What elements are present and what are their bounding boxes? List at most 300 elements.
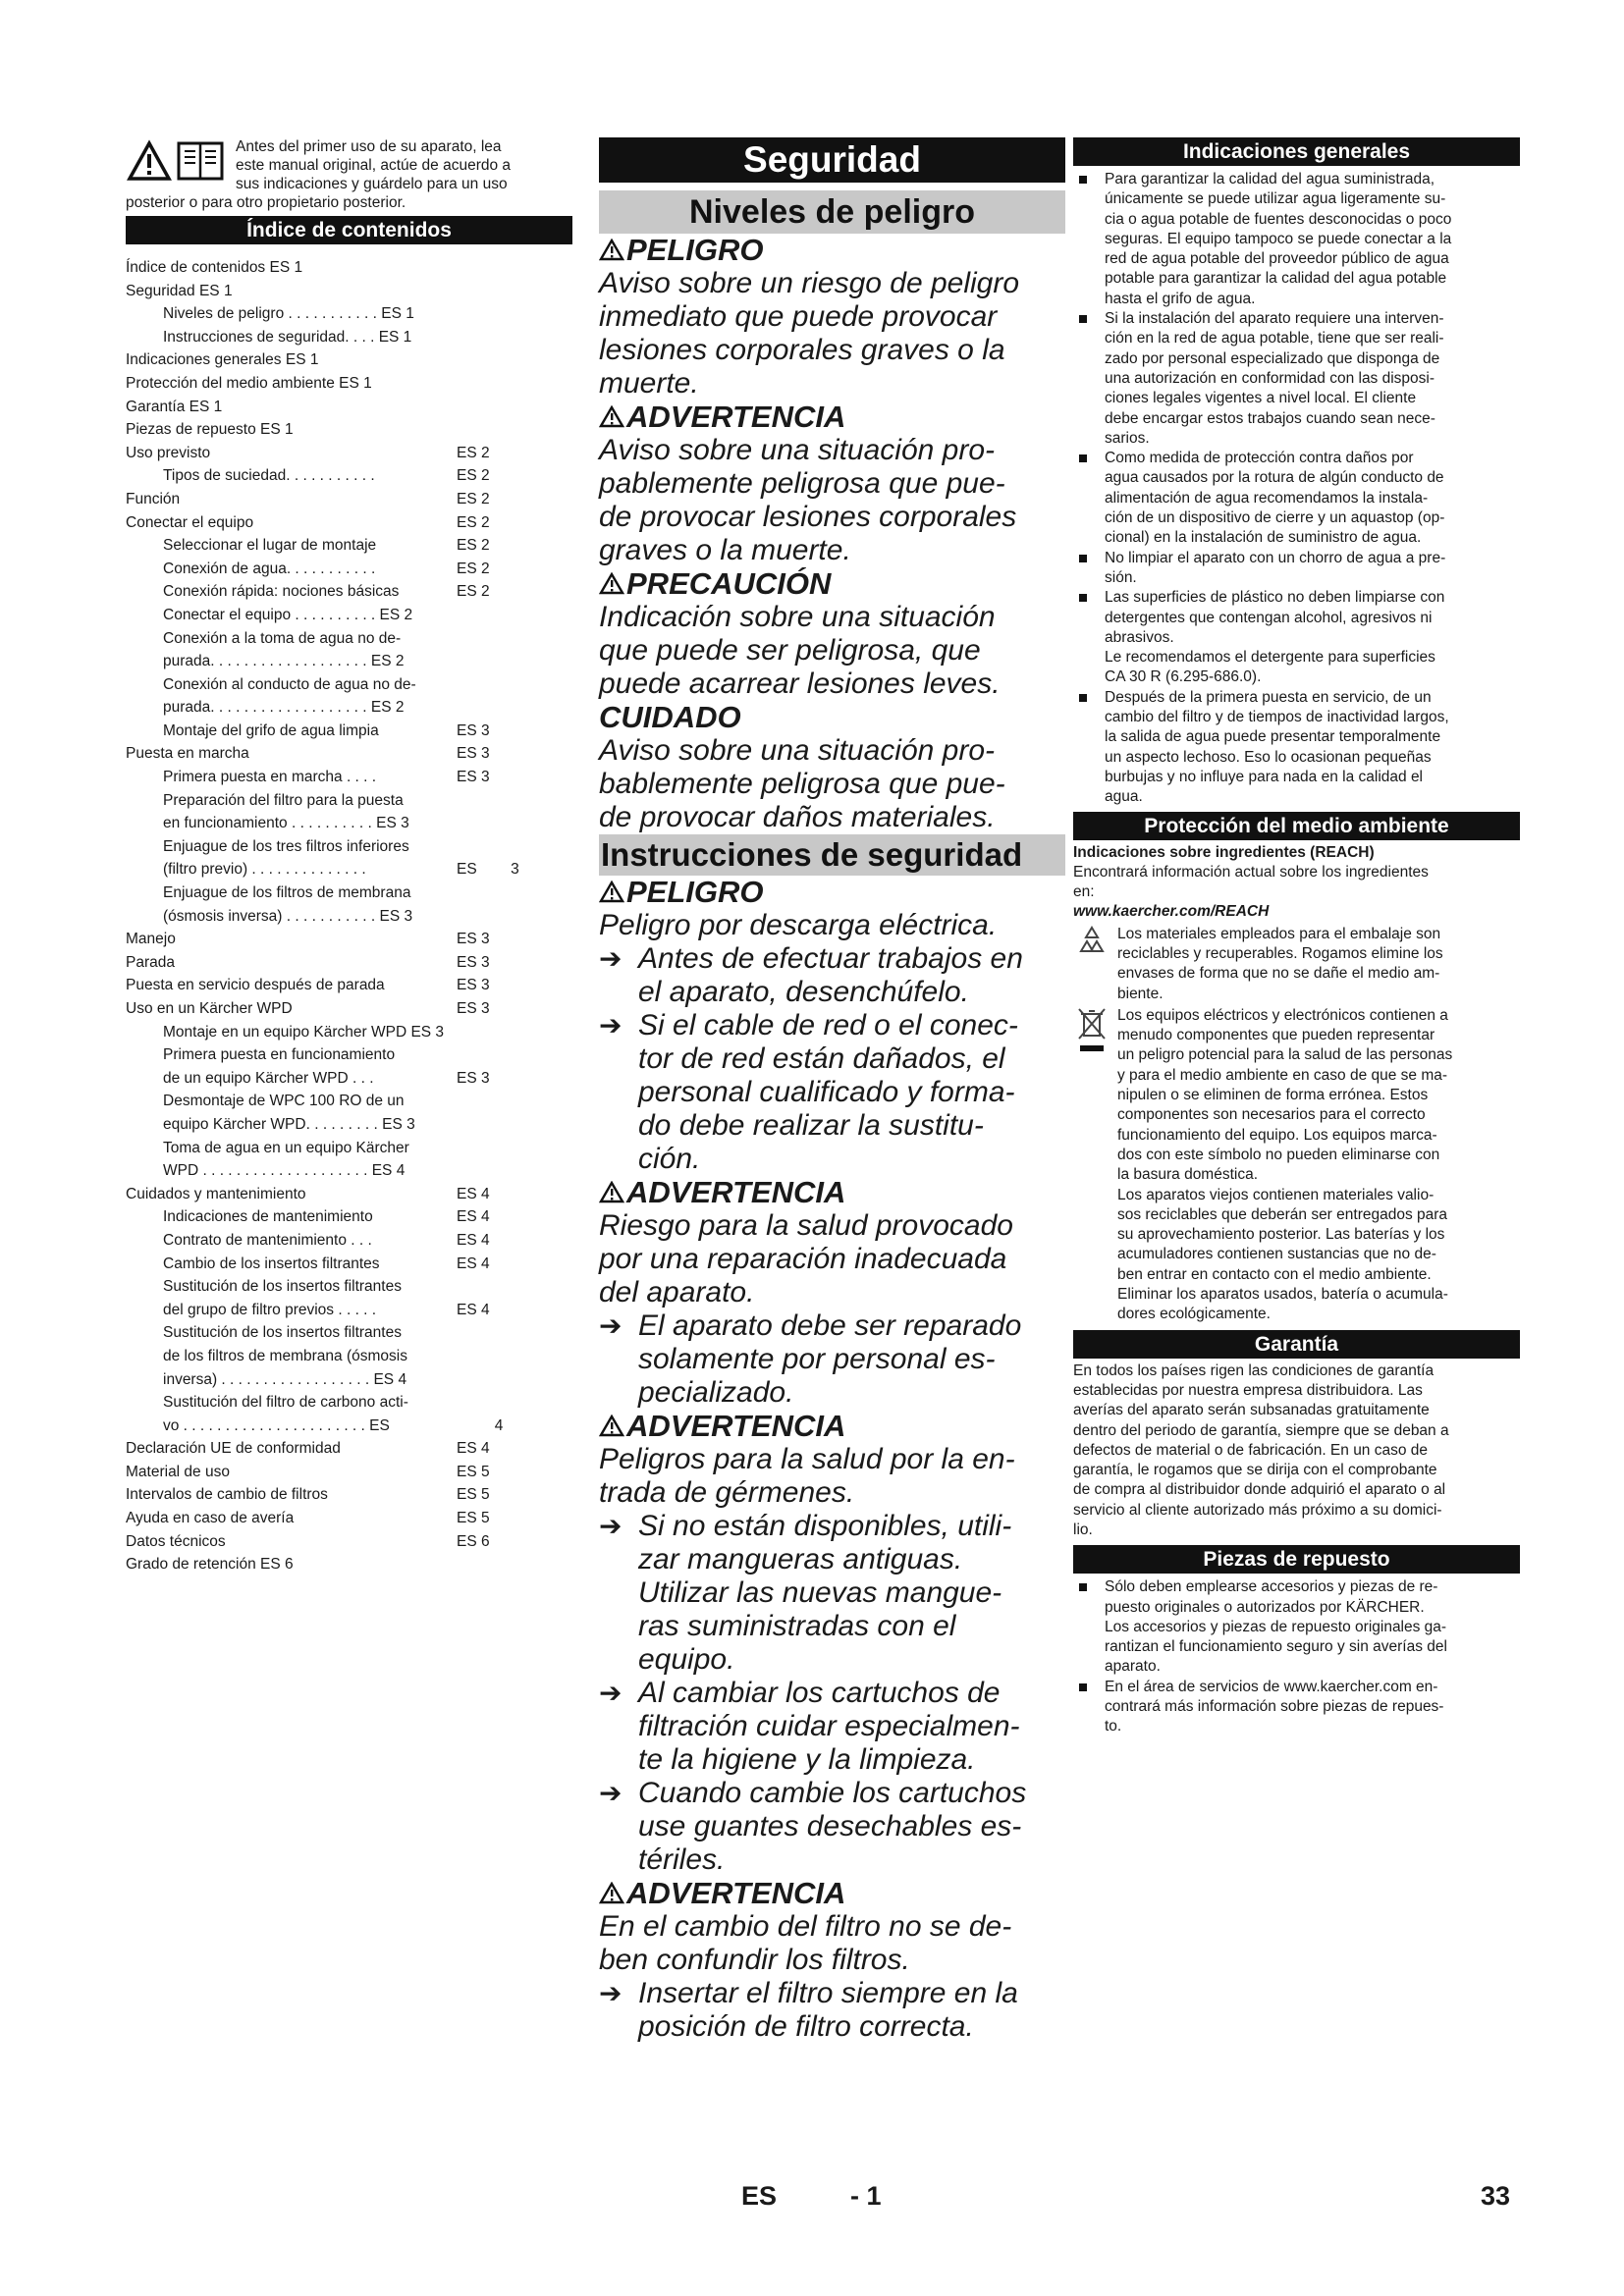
warranty-line: servicio al cliente autorizado más próximo a su domici- bbox=[1073, 1501, 1442, 1519]
left-column bbox=[126, 137, 572, 1576]
arrow-right-icon: ➔ bbox=[599, 1678, 623, 1708]
safety-warning-text: del aparato. bbox=[599, 1276, 755, 1308]
toc-entry-title: Enjuague de los filtros de membrana bbox=[163, 884, 411, 902]
safety-step-line: Antes de efectuar trabajos en bbox=[638, 942, 1023, 975]
safety-step-line: tor de red están dañados, el bbox=[638, 1042, 1005, 1075]
danger-level-text: puede acarrear lesiones leves. bbox=[599, 667, 1001, 700]
toc-entry-page: ES 2 bbox=[457, 490, 490, 507]
toc-entry-title: Manejo bbox=[126, 931, 176, 948]
safety-step-line: tériles. bbox=[638, 1843, 726, 1876]
safety-step-line: personal cualificado y forma- bbox=[638, 1076, 1015, 1108]
danger-level-text: lesiones corporales graves o la bbox=[599, 334, 1005, 366]
safety-step-line: el aparato, desenchúfelo. bbox=[638, 976, 969, 1008]
footer-section-page: - 1 bbox=[850, 2181, 882, 2211]
toc-entry-page: ES 3 bbox=[457, 861, 519, 879]
toc-entry-title: WPD . . . . . . . . . . . . . . . . . . . . ES 4 bbox=[163, 1162, 406, 1180]
safety-step-line: ción. bbox=[638, 1143, 701, 1175]
toc-entry-title: Conexión a la toma de agua no de- bbox=[163, 629, 402, 647]
weee-line: Eliminar los aparatos usados, batería o acumula- bbox=[1117, 1286, 1448, 1304]
safety-step-line: do debe realizar la sustitu- bbox=[638, 1109, 984, 1142]
warning-triangle-icon bbox=[599, 1415, 624, 1437]
section-heading-seguridad: Seguridad bbox=[599, 137, 1065, 183]
danger-level-text: bablemente peligrosa que pue- bbox=[599, 768, 1005, 800]
toc-entry bbox=[126, 511, 572, 535]
danger-level-text: de provocar daños materiales. bbox=[599, 801, 996, 833]
warranty-line: dentro del periodo de garantía, siempre que se deban a bbox=[1073, 1421, 1449, 1439]
general-note-line: agua causados por la rotura de algún conducto de bbox=[1105, 469, 1444, 487]
warranty-line: de compra al distribuidor donde adquirió el aparato o al bbox=[1073, 1481, 1446, 1499]
toc-entry bbox=[126, 1205, 572, 1229]
toc-entry-title: Uso previsto bbox=[126, 444, 211, 461]
safety-step bbox=[599, 1977, 1065, 2044]
general-note-line: red de agua potable del proveedor público de agua bbox=[1105, 250, 1449, 268]
general-note bbox=[1073, 170, 1520, 309]
toc-entry-page: ES 3 bbox=[457, 977, 490, 994]
warning-triangle-icon bbox=[599, 1181, 624, 1203]
safety-warning-text: Peligros para la salud por la en- bbox=[599, 1443, 1015, 1475]
toc-entry bbox=[126, 534, 572, 558]
intro-note bbox=[126, 137, 572, 212]
danger-level-text: pablemente peligrosa que pue- bbox=[599, 467, 1005, 500]
safety-step-line: Insertar el filtro siempre en la bbox=[638, 1977, 1018, 2009]
general-note-line: sarios. bbox=[1105, 429, 1150, 447]
reach-url: www.kaercher.com/REACH bbox=[1073, 903, 1270, 921]
general-note-line: una autorización en conformidad con las disposi- bbox=[1105, 369, 1435, 387]
weee-line: nipulen o se eliminen de forma errónea. Estos bbox=[1117, 1087, 1429, 1104]
general-note-line: No limpiar el aparato con un chorro de agua a pre- bbox=[1105, 549, 1446, 566]
toc-entry-title: Niveles de peligro . . . . . . . . . . . ES 1 bbox=[163, 305, 414, 323]
toc-entry-title: Conectar el equipo bbox=[126, 513, 254, 531]
toc-entry-title: Sustitución de los insertos filtrantes bbox=[163, 1324, 402, 1342]
safety-step-line: Utilizar las nuevas mangue- bbox=[638, 1576, 1002, 1609]
general-note-line: Las superficies de plástico no deben limpiarse con bbox=[1105, 589, 1445, 607]
toc-entry-title: Cuidados y mantenimiento bbox=[126, 1185, 306, 1202]
warranty-line: garantía, le rogamos que se dirija con el comprobante bbox=[1073, 1462, 1437, 1479]
toc-entry-page: ES 4 bbox=[457, 1231, 490, 1249]
toc-entry-page: ES 5 bbox=[457, 1463, 490, 1480]
arrow-right-icon: ➔ bbox=[599, 1978, 623, 2008]
danger-levels bbox=[599, 234, 1065, 834]
general-note-line: Después de la primera puesta en servicio, de un bbox=[1105, 688, 1432, 706]
general-note-line: abrasivos. bbox=[1105, 628, 1174, 646]
safety-step bbox=[599, 1009, 1065, 1176]
toc-entry bbox=[126, 812, 572, 835]
toc-entry bbox=[126, 1553, 572, 1576]
toc-entry-title: Uso en un Kärcher WPD bbox=[126, 1000, 293, 1017]
toc-entry-title: Tipos de suciedad. . . . . . . . . . . bbox=[163, 467, 375, 485]
toc-entry-page: ES 2 bbox=[457, 560, 490, 577]
general-note-line: Si la instalación del aparato requiere una interven- bbox=[1105, 310, 1444, 328]
toc-entry bbox=[126, 604, 572, 627]
weee-line: dores ecológicamente. bbox=[1117, 1306, 1271, 1323]
toc-entry-title: Primera puesta en funcionamiento bbox=[163, 1046, 396, 1064]
danger-level-text: inmediato que puede provocar bbox=[599, 300, 998, 333]
toc-entry-page: ES 2 bbox=[457, 513, 490, 531]
danger-level-name: CUIDADO bbox=[599, 700, 741, 734]
spare-parts-note bbox=[1073, 1577, 1520, 1677]
general-note-line: cia o agua potable de fuentes desconocidas o poco bbox=[1105, 210, 1452, 228]
toc-entry-page: ES 5 bbox=[457, 1510, 490, 1527]
danger-level-name: ADVERTENCIA bbox=[626, 400, 846, 434]
toc-entry-title: Toma de agua en un equipo Kärcher bbox=[163, 1139, 409, 1156]
danger-level-title bbox=[599, 701, 1065, 734]
safety-warning-title bbox=[599, 1877, 1065, 1910]
toc-entry-title: Conexión al conducto de agua no de- bbox=[163, 675, 416, 693]
general-note-line: seguras. El equipo tampoco se puede conectar a la bbox=[1105, 230, 1452, 247]
toc-entry-title: Desmontaje de WPC 100 RO de un bbox=[163, 1093, 405, 1110]
toc-entry-title: Parada bbox=[126, 953, 175, 971]
toc-entry bbox=[126, 881, 572, 905]
toc-entry bbox=[126, 372, 572, 396]
toc-entry-title: Garantía ES 1 bbox=[126, 398, 223, 415]
warning-triangle-icon bbox=[599, 1882, 624, 1904]
general-note-line: cambio del filtro y de tiempos de inactividad largos, bbox=[1105, 709, 1449, 726]
toc-entry bbox=[126, 302, 572, 326]
safety-warning-text: trada de gérmenes. bbox=[599, 1476, 855, 1509]
toc-entry-page: ES 4 bbox=[457, 1440, 490, 1458]
warning-triangle-icon bbox=[599, 405, 624, 428]
toc-entry bbox=[126, 997, 572, 1021]
toc-entry bbox=[126, 580, 572, 604]
weee-line: ben entrar en contacto con el medio ambiente. bbox=[1117, 1265, 1432, 1283]
toc-entry-title: (ósmosis inversa) . . . . . . . . . . . ES 3 bbox=[163, 907, 413, 925]
warning-triangle-icon bbox=[599, 881, 624, 903]
toc-entry bbox=[126, 673, 572, 697]
safety-step-line: te la higiene y la limpieza. bbox=[638, 1743, 976, 1776]
toc-entry-title: en funcionamiento . . . . . . . . . . ES 3 bbox=[163, 815, 409, 832]
toc-entry-page: ES 4 bbox=[457, 1208, 490, 1226]
danger-level bbox=[599, 400, 1065, 567]
safety-warning-text: por una reparación inadecuada bbox=[599, 1243, 1007, 1275]
intro-line: posterior o para otro propietario posterior. bbox=[126, 194, 406, 211]
toc-entry-title: Montaje del grifo de agua limpia bbox=[163, 721, 379, 739]
footer-language: ES bbox=[741, 2181, 778, 2211]
spare-parts-note-line: puesto originales o autorizados por KÄRCHER. bbox=[1105, 1598, 1425, 1616]
toc-entry-title: Enjuague de los tres filtros inferiores bbox=[163, 837, 409, 855]
safety-step-line: filtración cuidar especialmen- bbox=[638, 1710, 1020, 1742]
toc-entry bbox=[126, 256, 572, 280]
weee-line: acumuladores contienen sustancias que no de- bbox=[1117, 1246, 1436, 1263]
toc-entry-title: (filtro previo) . . . . . . . . . . . . . . bbox=[163, 861, 366, 879]
safety-step bbox=[599, 1777, 1065, 1877]
toc-entry-title: Seguridad ES 1 bbox=[126, 282, 233, 299]
weee-line: menudo componentes que pueden representar bbox=[1117, 1027, 1435, 1044]
toc-entry bbox=[126, 1391, 572, 1415]
section-heading-generales: Indicaciones generales bbox=[1073, 137, 1520, 166]
reach-text bbox=[1073, 863, 1520, 903]
general-note bbox=[1073, 549, 1520, 589]
toc-entry-title: Cambio de los insertos filtrantes bbox=[163, 1255, 380, 1272]
spare-parts-note-line: aparato. bbox=[1105, 1658, 1161, 1676]
toc-entry bbox=[126, 650, 572, 673]
toc-entry-page: ES 3 bbox=[457, 1069, 490, 1087]
toc-entry-title: Contrato de mantenimiento . . . bbox=[163, 1231, 372, 1249]
toc-entry bbox=[126, 418, 572, 442]
weee-line: funcionamiento del equipo. Los equipos marca- bbox=[1117, 1126, 1437, 1144]
toc-entry bbox=[126, 835, 572, 859]
toc-entry bbox=[126, 1113, 572, 1137]
danger-level-name: PRECAUCIÓN bbox=[626, 566, 832, 601]
toc-entry bbox=[126, 1437, 572, 1461]
toc-entry-title: Primera puesta en marcha . . . . bbox=[163, 769, 377, 786]
toc-entry bbox=[126, 766, 572, 789]
general-note-line: ción en la red de agua potable, tiene que ser reali- bbox=[1105, 330, 1444, 347]
toc-entry bbox=[126, 951, 572, 975]
toc-entry bbox=[126, 488, 572, 511]
warranty-line: En todos los países rigen las condiciones de garantía bbox=[1073, 1362, 1435, 1379]
weee-line: Los aparatos viejos contienen materiales valio- bbox=[1117, 1186, 1435, 1203]
toc-entry bbox=[126, 1461, 572, 1484]
toc-entry-page: ES 2 bbox=[457, 467, 490, 485]
safety-step-line: pecializado. bbox=[638, 1376, 794, 1409]
section-heading-repuesto: Piezas de repuesto bbox=[1073, 1545, 1520, 1574]
toc-entry-title: Indicaciones de mantenimiento bbox=[163, 1208, 373, 1226]
toc-entry-title: Función bbox=[126, 490, 181, 507]
arrow-right-icon: ➔ bbox=[599, 943, 623, 974]
safety-step-line: El aparato debe ser reparado bbox=[638, 1309, 1022, 1342]
general-note-line: Le recomendamos el detergente para superficies bbox=[1105, 649, 1435, 667]
section-heading-medio-ambiente: Protección del medio ambiente bbox=[1073, 812, 1520, 840]
toc-entry bbox=[126, 280, 572, 303]
toc-entry bbox=[126, 789, 572, 813]
crossed-bin-icon bbox=[1076, 1006, 1108, 1065]
danger-level-title bbox=[599, 234, 1065, 267]
danger-level-text: de provocar lesiones corporales bbox=[599, 501, 1017, 533]
toc-entry bbox=[126, 974, 572, 997]
safety-step-line: use guantes desechables es- bbox=[638, 1810, 1022, 1842]
general-note-line: la salida de agua puede presentar temporalmente bbox=[1105, 728, 1441, 746]
danger-level-text: Aviso sobre una situación pro- bbox=[599, 734, 996, 767]
middle-column bbox=[599, 137, 1065, 2044]
safety-warning-name: ADVERTENCIA bbox=[626, 1409, 846, 1443]
toc-entry-title: equipo Kärcher WPD. . . . . . . . . ES 3 bbox=[163, 1115, 415, 1133]
safety-step-line: Si no están disponibles, utili- bbox=[638, 1510, 1012, 1542]
toc-entry bbox=[126, 326, 572, 349]
toc-entry-page: ES 3 bbox=[457, 769, 490, 786]
toc-entry-title: Sustitución de los insertos filtrantes bbox=[163, 1278, 402, 1296]
weee-line: y para el medio ambiente en caso de que se ma- bbox=[1117, 1066, 1448, 1084]
safety-step-line: Si el cable de red o el conec- bbox=[638, 1009, 1018, 1041]
general-note-line: agua. bbox=[1105, 788, 1143, 806]
toc-entry-page: ES 3 bbox=[457, 953, 490, 971]
toc-entry bbox=[126, 1415, 572, 1438]
general-notes bbox=[1073, 170, 1520, 808]
toc-entry bbox=[126, 1321, 572, 1345]
toc-entry bbox=[126, 1229, 572, 1253]
arrow-right-icon: ➔ bbox=[599, 1010, 623, 1041]
warning-triangle-icon bbox=[599, 572, 624, 595]
safety-warning bbox=[599, 876, 1065, 1176]
toc-entry-title: Seleccionar el lugar de montaje bbox=[163, 537, 377, 555]
toc-entry-title: Datos técnicos bbox=[126, 1532, 226, 1550]
toc-entry bbox=[126, 928, 572, 951]
safety-instructions bbox=[599, 876, 1065, 2044]
safety-step-line: Al cambiar los cartuchos de bbox=[638, 1677, 1001, 1709]
subsection-heading-niveles: Niveles de peligro bbox=[599, 190, 1065, 234]
toc-entry-title: Material de uso bbox=[126, 1463, 230, 1480]
general-note-line: un aspecto lechoso. Eso lo ocasionan pequeñas bbox=[1105, 748, 1432, 766]
toc-entry-title: purada. . . . . . . . . . . . . . . . . . . ES 2 bbox=[163, 699, 405, 717]
general-note-line: detergentes que contengan alcohol, agresivos ni bbox=[1105, 609, 1433, 626]
recycling-line: Los materiales empleados para el embalaje son bbox=[1117, 925, 1441, 942]
reach-line: Encontrará información actual sobre los ingredientes bbox=[1073, 863, 1429, 881]
danger-level bbox=[599, 234, 1065, 400]
toc-entry-page: 4 bbox=[457, 1416, 504, 1434]
toc-entry bbox=[126, 1507, 572, 1530]
warning-manual-icon bbox=[126, 137, 229, 182]
toc-entry-title: purada. . . . . . . . . . . . . . . . . . . ES 2 bbox=[163, 653, 405, 670]
footer-page-number: 33 bbox=[1481, 2181, 1511, 2211]
safety-step-line: ras suministradas con el bbox=[638, 1610, 956, 1642]
danger-level bbox=[599, 701, 1065, 834]
general-note-line: burbujas y no influye para nada en la calidad el bbox=[1105, 768, 1424, 785]
spare-parts-note-line: contrará más información sobre piezas de repues- bbox=[1105, 1698, 1444, 1716]
toc-entry-page: ES 2 bbox=[457, 444, 490, 461]
general-note-line: hasta el grifo de agua. bbox=[1105, 290, 1256, 307]
safety-step bbox=[599, 1677, 1065, 1777]
subsection-heading-instrucciones: Instrucciones de seguridad bbox=[599, 834, 1065, 876]
toc-entry-page: ES 2 bbox=[457, 537, 490, 555]
general-note-line: Como medida de protección contra daños por bbox=[1105, 450, 1414, 467]
safety-warning bbox=[599, 1176, 1065, 1410]
weee-line: dos con este símbolo no pueden eliminarse con bbox=[1117, 1146, 1440, 1163]
toc-entry-page: ES 3 bbox=[457, 931, 490, 948]
toc-entry bbox=[126, 1183, 572, 1206]
warranty-line: averías del aparato serán subsanadas gratuitamente bbox=[1073, 1402, 1430, 1419]
safety-warning-text: Peligro por descarga eléctrica. bbox=[599, 909, 998, 941]
spare-parts-notes bbox=[1073, 1577, 1520, 1736]
spare-parts-note bbox=[1073, 1678, 1520, 1737]
arrow-right-icon: ➔ bbox=[599, 1310, 623, 1341]
toc-entry-title: Declaración UE de conformidad bbox=[126, 1440, 341, 1458]
right-column bbox=[1073, 137, 1520, 1737]
safety-step-line: posición de filtro correcta. bbox=[638, 2010, 974, 2043]
general-note-line: sión. bbox=[1105, 568, 1137, 586]
toc-entry bbox=[126, 464, 572, 488]
safety-warning-name: ADVERTENCIA bbox=[626, 1876, 846, 1910]
toc-entry bbox=[126, 1345, 572, 1368]
toc-entry-title: Instrucciones de seguridad. . . . ES 1 bbox=[163, 328, 412, 346]
recycling-line: reciclables y recuperables. Rogamos elimine los bbox=[1117, 944, 1443, 962]
toc-entry bbox=[126, 396, 572, 419]
safety-warning-text: Riesgo para la salud provocado bbox=[599, 1209, 1013, 1242]
general-note-line: ciones legales vigentes a nivel local. El cliente bbox=[1105, 390, 1417, 407]
toc-entry-title: del grupo de filtro previos . . . . . bbox=[163, 1301, 377, 1318]
toc-entry-title: Sustitución del filtro de carbono acti- bbox=[163, 1394, 408, 1412]
safety-warning-text: En el cambio del filtro no se de- bbox=[599, 1910, 1012, 1943]
toc-entry bbox=[126, 696, 572, 720]
safety-warning-name: PELIGRO bbox=[626, 875, 764, 909]
toc-entry-title: Conexión de agua. . . . . . . . . . . bbox=[163, 560, 376, 577]
section-heading-garantia: Garantía bbox=[1073, 1330, 1520, 1359]
toc-entry bbox=[126, 1021, 572, 1044]
general-note-line: cional) en la instalación de suministro de agua. bbox=[1105, 529, 1422, 547]
intro-line: este manual original, actúe de acuerdo a bbox=[236, 157, 512, 174]
recycling-note bbox=[1073, 925, 1520, 1004]
danger-level-text: Aviso sobre un riesgo de peligro bbox=[599, 267, 1020, 299]
toc-entry-title: Intervalos de cambio de filtros bbox=[126, 1486, 328, 1504]
toc-entry-title: Piezas de repuesto ES 1 bbox=[126, 421, 294, 439]
toc-entry bbox=[126, 858, 572, 881]
weee-line: su aprovechamiento posterior. Las baterías y los bbox=[1117, 1226, 1445, 1244]
spare-parts-note-line: Los accesorios y piezas de repuesto originales ga- bbox=[1105, 1618, 1447, 1635]
danger-level-text: Indicación sobre una situación bbox=[599, 601, 996, 633]
safety-warning-name: ADVERTENCIA bbox=[626, 1175, 846, 1209]
spare-parts-note-line: En el área de servicios de www.kaercher.com en- bbox=[1105, 1678, 1438, 1695]
safety-step bbox=[599, 942, 1065, 1009]
toc-entry-title: Grado de retención ES 6 bbox=[126, 1556, 294, 1574]
toc-entry bbox=[126, 1299, 572, 1322]
danger-level-text: que puede ser peligrosa, que bbox=[599, 634, 981, 667]
danger-level-text: graves o la muerte. bbox=[599, 534, 851, 566]
general-note-line: debe encargar estos trabajos cuando sean nece- bbox=[1105, 409, 1435, 427]
toc-entry-page: ES 2 bbox=[457, 583, 490, 601]
intro-line: sus indicaciones y guárdelo para un uso bbox=[236, 176, 508, 192]
safety-step-line: solamente por personal es- bbox=[638, 1343, 996, 1375]
toc-entry-title: Conexión rápida: nociones básicas bbox=[163, 583, 400, 601]
general-note-line: ción de un dispositivo de cierre y un aquastop (op- bbox=[1105, 509, 1445, 527]
spare-parts-note-line: to. bbox=[1105, 1718, 1122, 1735]
toc-entry bbox=[126, 1253, 572, 1276]
toc-entry-page: ES 5 bbox=[457, 1486, 490, 1504]
general-note bbox=[1073, 688, 1520, 808]
toc-entry-title: Ayuda en caso de avería bbox=[126, 1510, 295, 1527]
general-note-line: Para garantizar la calidad del agua suministrada, bbox=[1105, 171, 1435, 187]
toc-entry bbox=[126, 558, 572, 581]
warranty-text bbox=[1073, 1362, 1520, 1541]
toc-entry-title: Indicaciones generales ES 1 bbox=[126, 351, 319, 369]
toc-entry bbox=[126, 1067, 572, 1091]
toc-entry bbox=[126, 1043, 572, 1067]
reach-heading: Indicaciones sobre ingredientes (REACH) bbox=[1073, 843, 1375, 861]
toc-entry-page: ES 4 bbox=[457, 1255, 490, 1272]
toc-entry-page: ES 3 bbox=[457, 745, 490, 763]
toc-entry bbox=[126, 627, 572, 651]
toc-entry-title: Preparación del filtro para la puesta bbox=[163, 791, 404, 809]
safety-step bbox=[599, 1309, 1065, 1410]
toc-entry-page: ES 4 bbox=[457, 1301, 490, 1318]
safety-step-line: Cuando cambie los cartuchos bbox=[638, 1777, 1027, 1809]
general-note-line: zado por personal especializado que disponga de bbox=[1105, 349, 1440, 367]
safety-warning bbox=[599, 1877, 1065, 2044]
toc-entry bbox=[126, 1137, 572, 1160]
toc-heading: Índice de contenidos bbox=[126, 216, 572, 244]
toc-entry-title: de un equipo Kärcher WPD . . . bbox=[163, 1069, 374, 1087]
recycling-line: biente. bbox=[1117, 985, 1164, 1002]
warning-triangle-icon bbox=[599, 239, 624, 261]
table-of-contents bbox=[126, 256, 572, 1576]
toc-entry-title: vo . . . . . . . . . . . . . . . . . . . . . . ES bbox=[163, 1416, 390, 1434]
toc-entry bbox=[126, 1368, 572, 1392]
toc-entry bbox=[126, 1275, 572, 1299]
toc-entry bbox=[126, 905, 572, 929]
safety-step bbox=[599, 1510, 1065, 1677]
arrow-right-icon: ➔ bbox=[599, 1511, 623, 1541]
toc-entry-page: ES 3 bbox=[457, 1000, 490, 1017]
spare-parts-note-line: rantizan el funcionamiento seguro y sin averías del bbox=[1105, 1638, 1447, 1656]
arrow-right-icon: ➔ bbox=[599, 1778, 623, 1808]
weee-line: un peligro potencial para la salud de las personas bbox=[1117, 1046, 1453, 1064]
toc-entry-title: Protección del medio ambiente ES 1 bbox=[126, 374, 372, 392]
toc-entry-page: ES 4 bbox=[457, 1185, 490, 1202]
weee-line: sos reciclables que deberán ser entregados para bbox=[1117, 1205, 1448, 1223]
general-note-line: únicamente se puede utilizar agua ligeramente su- bbox=[1105, 190, 1446, 208]
danger-level-name: PELIGRO bbox=[626, 233, 764, 267]
danger-level bbox=[599, 567, 1065, 701]
danger-level-title bbox=[599, 567, 1065, 601]
toc-entry-title: Índice de contenidos ES 1 bbox=[126, 259, 303, 276]
toc-entry-title: Puesta en servicio después de parada bbox=[126, 977, 385, 994]
